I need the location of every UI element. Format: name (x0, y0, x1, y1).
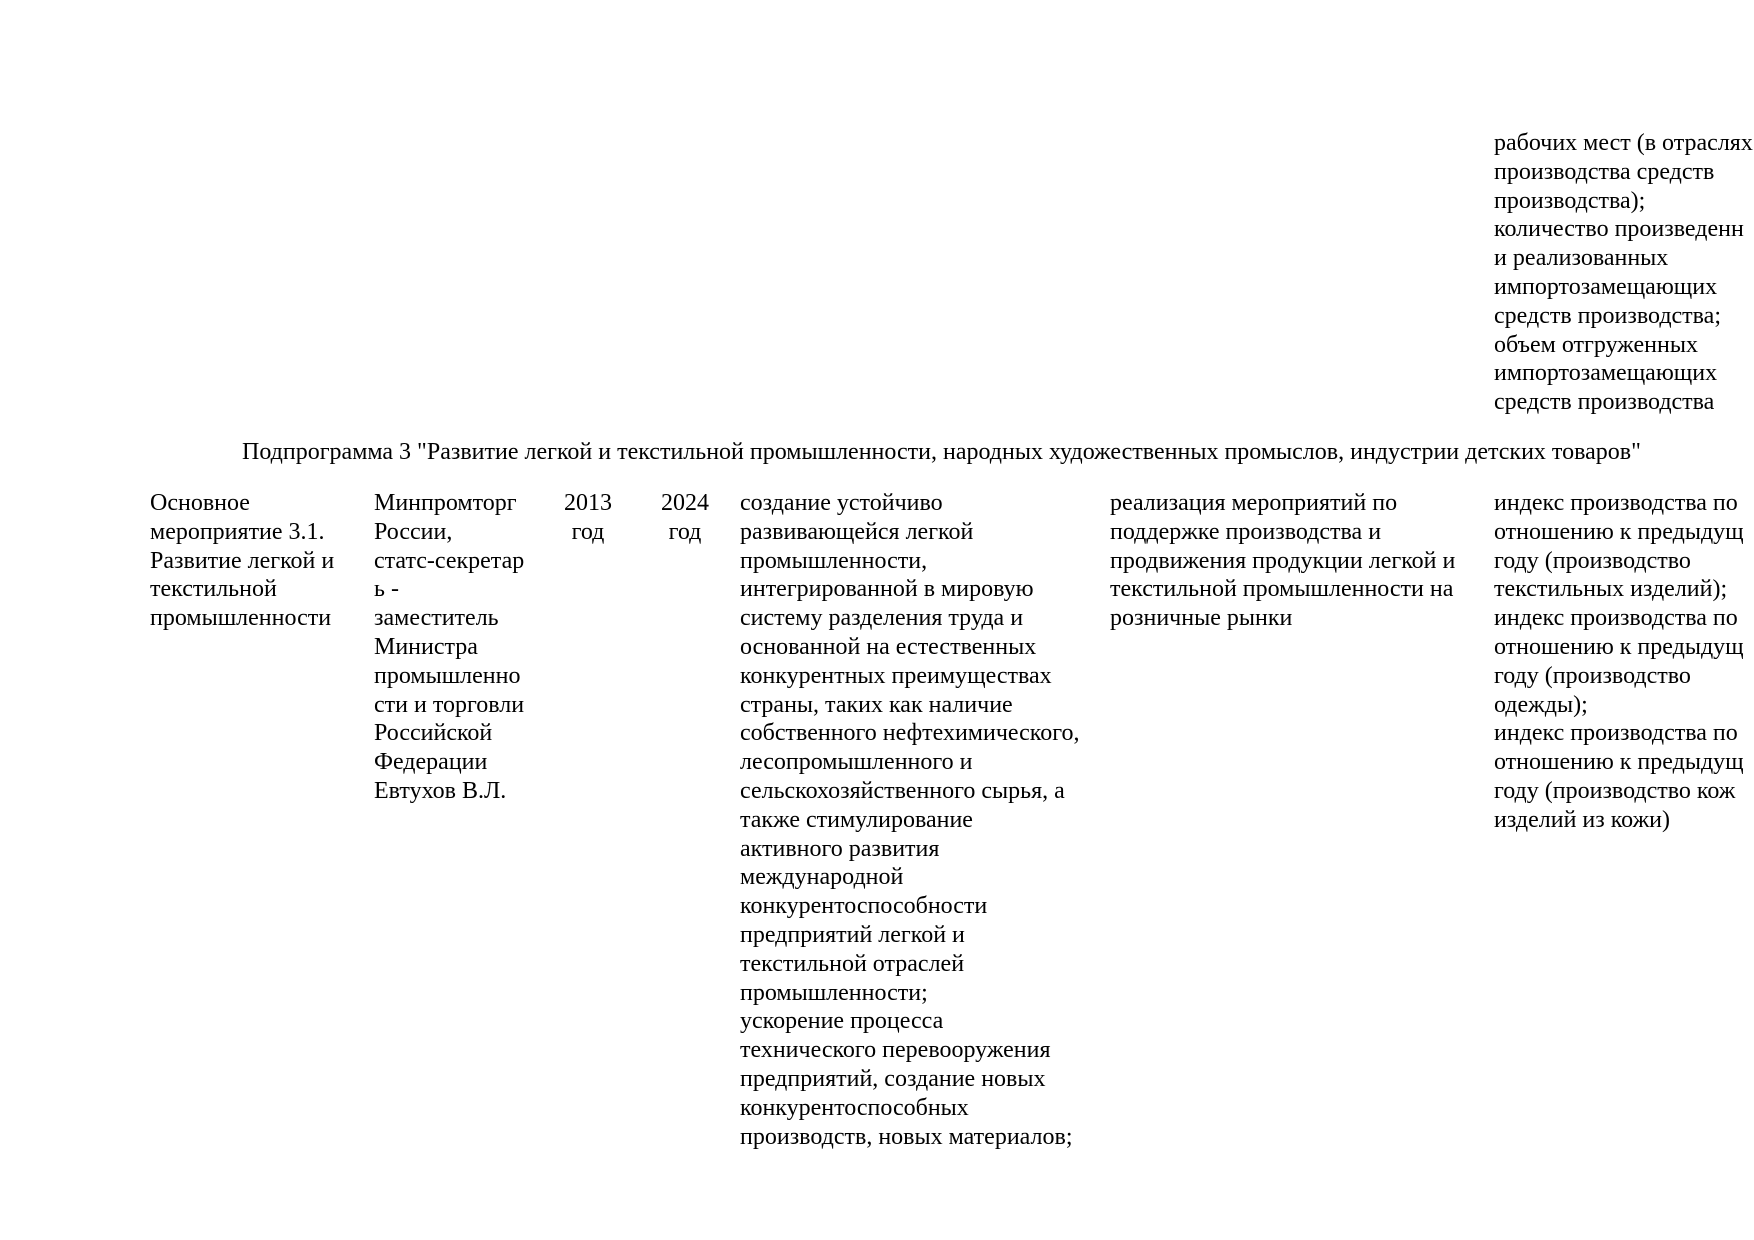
activity-cell: Основное мероприятие 3.1. Развитие легкой и текстильной промышленности (150, 490, 335, 632)
start-year-cell: 2013 год (564, 490, 612, 545)
expected-result-cell: создание устойчиво развивающейся легкой промышленности, интегрированной в мировую систему разделения труда и основанной на естественных конкурентных преимуществах страны, таких как наличие собственного нефтехимического, лесопромышленного и сельскохозяйственного сырья, а также стимулирование активного развития международной конкурентоспособности предприятий легкой и текстильной отраслей промышленности; ускорение процесса технического перевооружения предприятий, создание новых конкурентоспособных производств, новых материалов; (740, 490, 1080, 1150)
prev-row-indicators-cell: рабочих мест (в отраслях производства средств производства); количество произведенн и реализованных импортозамещающих средств производства; объем отгруженных импортозамещающих средств производства (1494, 130, 1753, 416)
implementation-cell: реализация мероприятий по поддержке производства и продвижения продукции легкой и текстильной промышленности на розничные рынки (1110, 490, 1456, 632)
indicators-cell: индекс производства по отношению к предыдущ году (производство текстильных изделий); индекс производства по отношению к предыдущ году (производство одежды); индекс производства по отношению к предыдущ году (производство кож изделий из кожи) (1494, 490, 1744, 833)
subprogram-title: Подпрограмма 3 "Развитие легкой и текстильной промышленности, народных художественных промыслов, индустрии детских товаров" (242, 439, 1641, 465)
end-year-cell: 2024 год (661, 490, 709, 545)
responsible-cell: Минпромторг России, статс-секретар ь - заместитель Министра промышленно сти и торговли Российской Федерации Евтухов В.Л. (374, 490, 525, 804)
